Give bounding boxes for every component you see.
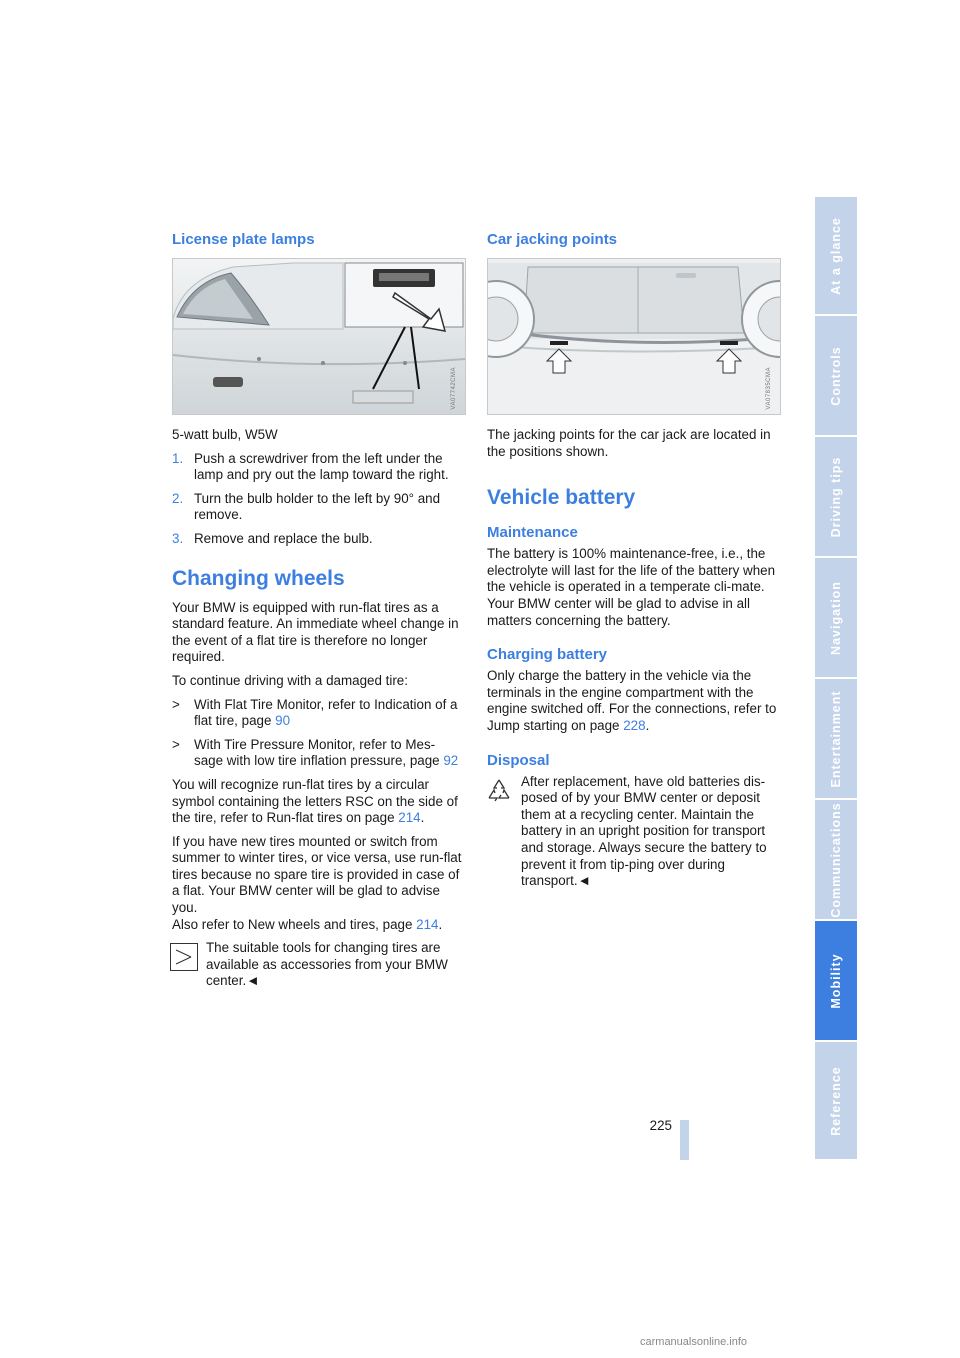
charging-heading: Charging battery — [487, 646, 608, 664]
maintenance-paragraph: The battery is 100% maintenance-free, i.e., the electrolyte will last for the life of the battery when the vehicle is operated in a temperate cli-mate. — [487, 546, 776, 595]
page-number: 225 — [649, 1118, 672, 1133]
tab-at-a-glance[interactable]: At a glance — [815, 197, 857, 316]
jacking-points-figure — [487, 258, 781, 415]
charging-paragraph: Only charge the battery in the vehicle via the terminals in the engine compartment with the engine switched off. For the connections, refer to Jump starting on page 228. — [487, 668, 777, 733]
tab-mobility[interactable]: Mobility — [815, 921, 857, 1042]
tab-communications[interactable]: Communications — [815, 800, 857, 921]
note-triangle-icon — [170, 943, 198, 971]
tab-entertainment[interactable]: Entertainment — [815, 679, 857, 800]
page-number-bar — [680, 1120, 689, 1160]
page-link[interactable]: 92 — [443, 753, 459, 769]
changing-wheels-heading: Changing wheels — [172, 566, 345, 590]
tab-reference[interactable]: Reference — [815, 1042, 857, 1161]
left-column — [172, 230, 464, 997]
tire-monitor-list — [172, 697, 464, 770]
step-item: 3. Remove and replace the bulb. — [172, 530, 373, 546]
vehicle-battery-heading: Vehicle battery — [487, 486, 636, 510]
step-item: 2. Turn the bulb holder to the left by 90° and remove. — [172, 490, 441, 523]
bulb-spec: 5-watt bulb, W5W — [172, 427, 278, 442]
recycling-icon — [485, 777, 513, 805]
jacking-paragraph: The jacking points for the car jack are located in the positions shown. — [487, 427, 771, 459]
license-plate-heading: License plate lamps — [172, 231, 315, 248]
section-tabs — [815, 197, 857, 1161]
page-link[interactable]: 90 — [275, 713, 291, 729]
list-item: > With Tire Pressure Monitor, refer to Mes-sage with low tire inflation pressure, page 92 — [172, 736, 459, 769]
jacking-points-heading: Car jacking points — [487, 231, 618, 248]
disposal-heading: Disposal — [487, 751, 550, 769]
maintenance-advice: Your BMW center will be glad to advise in all matters concerning the battery. — [487, 595, 750, 628]
license-steps — [172, 451, 464, 548]
page-link[interactable]: 214 — [416, 916, 439, 932]
new-tires-paragraph: If you have new tires mounted or switch from summer to winter tires, or vice versa, use run-flat tires because no spare tire is provided in case of a flat. Your BMW center will be glad to advise you. — [172, 833, 462, 916]
also-refer-paragraph: Also refer to New wheels and tires, page 214. — [172, 916, 443, 932]
list-item: > With Flat Tire Monitor, refer to Indication of a flat tire, page 90 — [172, 696, 458, 729]
tab-driving-tips[interactable]: Driving tips — [815, 437, 857, 558]
step-item: 1. Push a screwdriver from the left under the lamp and pry out the lamp toward the right. — [172, 450, 449, 483]
figure-code: VA07742CMA — [451, 367, 458, 410]
tab-navigation[interactable]: Navigation — [815, 558, 857, 679]
tab-controls[interactable]: Controls — [815, 316, 857, 437]
note-disposal: After replacement, have old batteries dis-posed of by your BMW center or deposit them at a recycling center. Maintain the battery in an upright position for transport and storage. Always secure the battery to prevent it from tip-ping over during transport.◄ — [487, 774, 779, 890]
right-column — [487, 230, 779, 897]
figure-code: VA07835CMA — [766, 367, 773, 410]
maintenance-heading: Maintenance — [487, 524, 578, 542]
note-tools: The suitable tools for changing tires are available as accessories from your BMW center.◄ — [172, 940, 464, 990]
page-link[interactable]: 214 — [398, 810, 421, 826]
license-plate-illustration — [173, 259, 465, 414]
rsc-paragraph: You will recognize run-flat tires by a circular symbol containing the letters RSC on the side of the tire, refer to Run-flat tires on page 214. — [172, 776, 458, 826]
jacking-points-illustration — [488, 259, 780, 414]
license-plate-figure — [172, 258, 466, 415]
page-link[interactable]: 228 — [623, 717, 646, 733]
wheels-intro: To continue driving with a damaged tire: — [172, 672, 408, 688]
footer-watermark: carmanualsonline.info — [640, 1336, 748, 1348]
wheels-paragraph: Your BMW is equipped with run-flat tires as a standard feature. An immediate wheel change in the event of a flat tire is therefore no longer required. — [172, 599, 459, 665]
